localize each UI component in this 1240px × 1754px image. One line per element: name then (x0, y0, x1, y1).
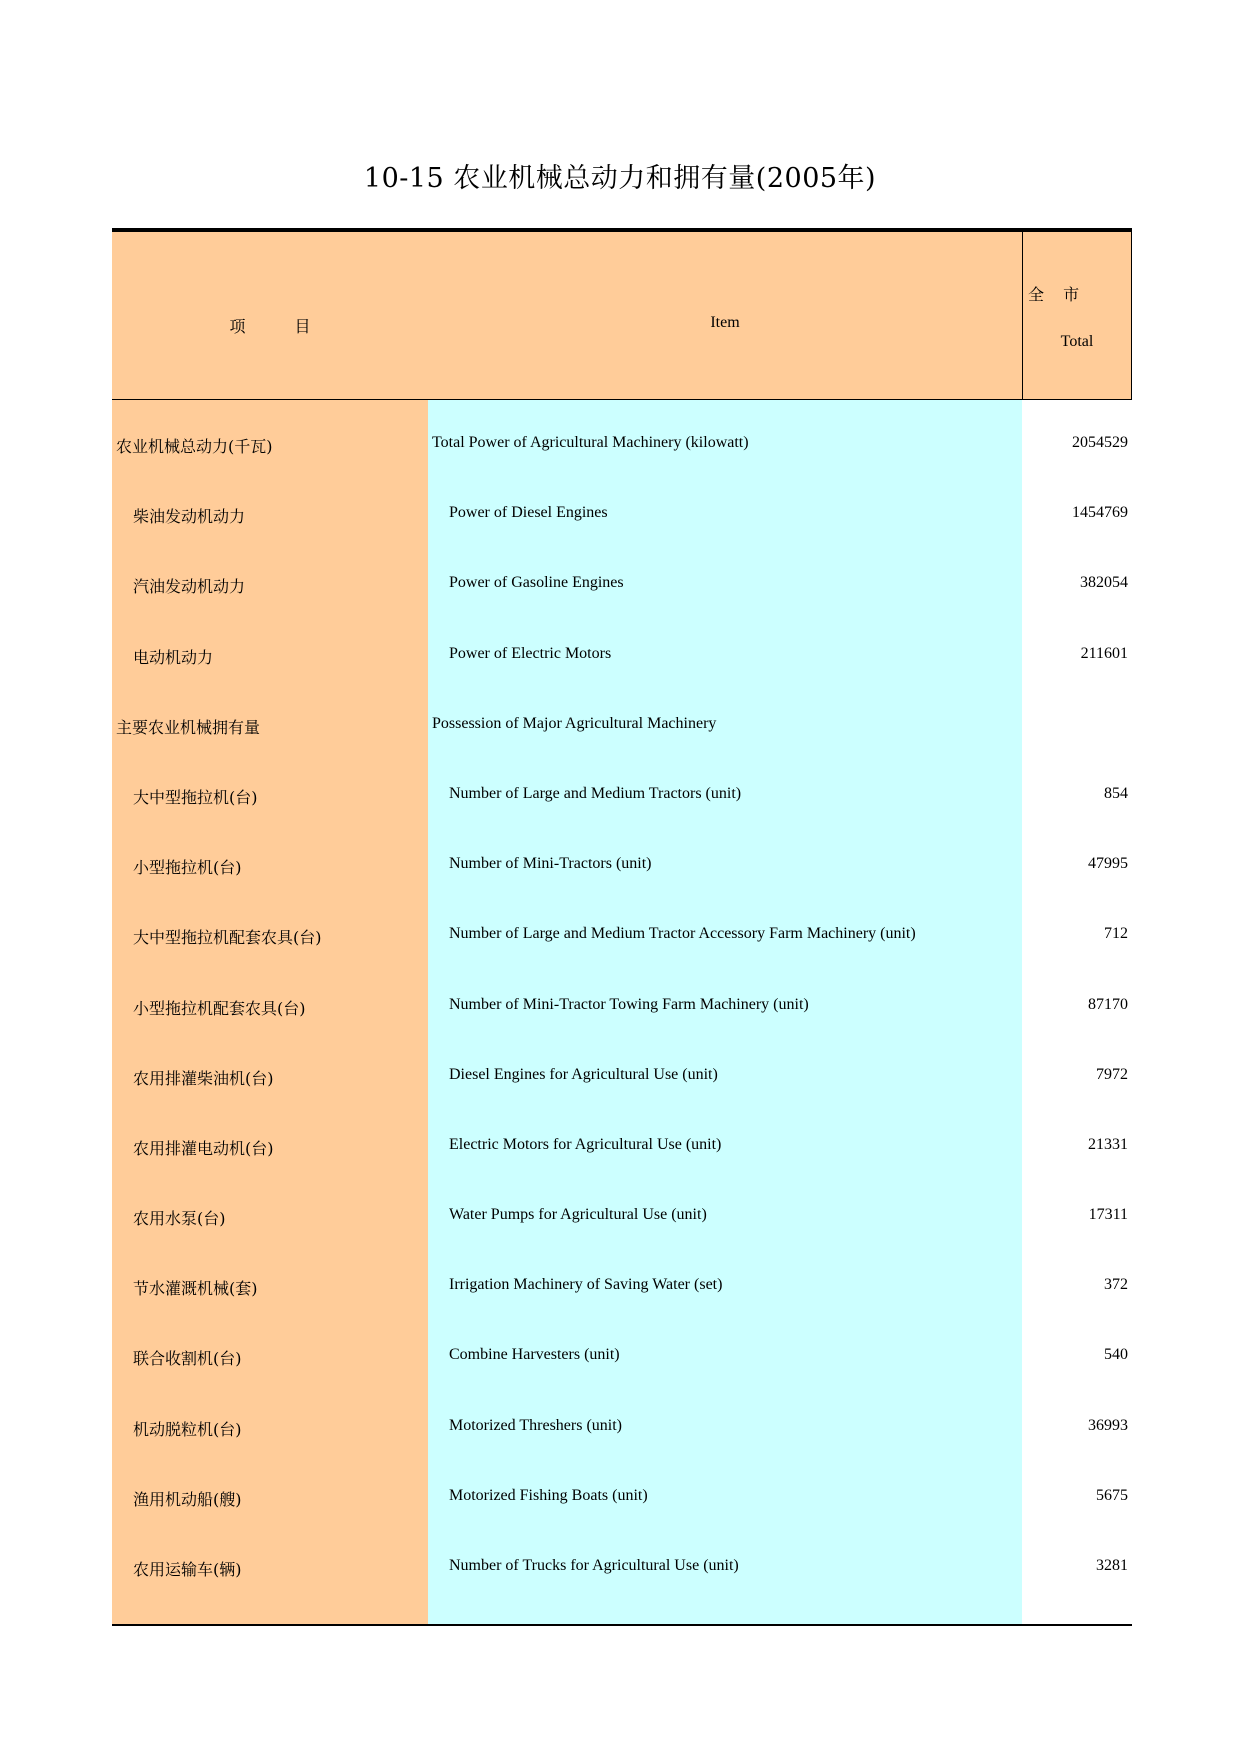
table-bottom-border (112, 1624, 1132, 1626)
table-row (112, 552, 1132, 622)
row-label-en: Power of Electric Motors (449, 644, 612, 662)
row-value: 47995 (1088, 855, 1128, 873)
row-label-en: Diesel Engines for Agricultural Use (unit) (449, 1065, 718, 1083)
row-label-cn: 汽油发动机动力 (133, 577, 246, 597)
row-label-en: Power of Diesel Engines (449, 504, 608, 522)
row-label-en: Combine Harvesters (unit) (449, 1346, 620, 1364)
table-row (112, 1114, 1132, 1184)
table-row (112, 1254, 1132, 1324)
table-row (112, 693, 1132, 763)
row-value: 7972 (1096, 1065, 1128, 1083)
row-label-cn: 小型拖拉机(台) (133, 858, 242, 878)
row-label-en: Electric Motors for Agricultural Use (unit) (449, 1135, 722, 1153)
row-value: 5675 (1096, 1486, 1128, 1504)
row-label-en: Number of Large and Medium Tractor Accessory Farm Machinery (unit) (449, 925, 916, 943)
row-label-en: Number of Mini-Tractor Towing Farm Machinery (unit) (449, 995, 809, 1013)
row-value: 2054529 (1072, 434, 1128, 451)
table-row (112, 1184, 1132, 1254)
header-total-cell (1022, 232, 1132, 399)
table-row (112, 412, 1132, 482)
row-label-en: Possession of Major Agricultural Machinery (432, 714, 717, 732)
row-label-en: Number of Mini-Tractors (unit) (449, 855, 652, 873)
table-row (112, 1324, 1132, 1394)
row-label-cn: 电动机动力 (133, 647, 214, 667)
table-row (112, 763, 1132, 833)
table-row (112, 1535, 1132, 1605)
row-label-en: Total Power of Agricultural Machinery (kilowatt) (432, 434, 749, 451)
row-label-cn: 农用排灌柴油机(台) (133, 1068, 274, 1088)
table-row (112, 482, 1132, 552)
row-label-en: Irrigation Machinery of Saving Water (set) (449, 1276, 723, 1294)
header-item-en: Item (710, 314, 740, 331)
row-value: 36993 (1088, 1416, 1128, 1434)
row-value: 17311 (1088, 1206, 1128, 1224)
row-label-en: Number of Large and Medium Tractors (unit) (449, 784, 742, 802)
row-label-cn: 渔用机动船(艘) (133, 1489, 242, 1509)
row-value: 211601 (1080, 644, 1128, 662)
page-title: 10-15 农业机械总动力和拥有量(2005年) (363, 163, 877, 194)
row-label-en: Number of Trucks for Agricultural Use (unit) (449, 1557, 739, 1574)
row-label-cn: 节水灌溉机械(套) (133, 1279, 258, 1299)
row-label-cn: 农用排灌电动机(台) (133, 1138, 274, 1158)
row-label-cn: 主要农业机械拥有量 (116, 717, 261, 737)
row-label-cn: 农用水泵(台) (133, 1209, 226, 1229)
row-label-cn: 小型拖拉机配套农具(台) (133, 998, 306, 1018)
row-label-cn: 农业机械总动力(千瓦) (116, 437, 273, 456)
row-value: 712 (1104, 925, 1128, 943)
row-value: 87170 (1088, 995, 1128, 1013)
table-header (112, 228, 1132, 400)
row-value: 372 (1104, 1276, 1128, 1294)
table-row (112, 833, 1132, 903)
row-value: 382054 (1080, 574, 1128, 592)
header-item-cn: 项 目 (229, 317, 311, 336)
row-label-cn: 农用运输车(辆) (133, 1560, 242, 1579)
row-value: 21331 (1088, 1135, 1128, 1153)
table-rows (112, 412, 1132, 1605)
header-total-en: Total (1060, 333, 1094, 350)
table-row (112, 974, 1132, 1044)
row-label-en: Power of Gasoline Engines (449, 574, 624, 592)
row-value: 540 (1104, 1346, 1128, 1364)
row-label-cn: 机动脱粒机(台) (133, 1419, 242, 1439)
table-body (112, 400, 1132, 1624)
row-label-cn: 大中型拖拉机(台) (133, 787, 258, 807)
row-label-en: Motorized Threshers (unit) (449, 1416, 622, 1434)
row-label-cn: 联合收割机(台) (133, 1349, 242, 1369)
table-row (112, 1465, 1132, 1535)
header-total-cn: 全 市 (1028, 285, 1080, 304)
row-label-cn: 大中型拖拉机配套农具(台) (133, 928, 322, 948)
row-value: 854 (1104, 784, 1128, 802)
row-value: 1454769 (1072, 504, 1128, 522)
row-label-en: Motorized Fishing Boats (unit) (449, 1486, 648, 1504)
table-row (112, 903, 1132, 973)
table-row (112, 1395, 1132, 1465)
statistics-table (112, 228, 1132, 1626)
row-value: 3281 (1096, 1557, 1128, 1574)
table-row (112, 623, 1132, 693)
row-label-cn: 柴油发动机动力 (133, 507, 246, 527)
table-row (112, 1044, 1132, 1114)
row-label-en: Water Pumps for Agricultural Use (unit) (449, 1206, 707, 1224)
